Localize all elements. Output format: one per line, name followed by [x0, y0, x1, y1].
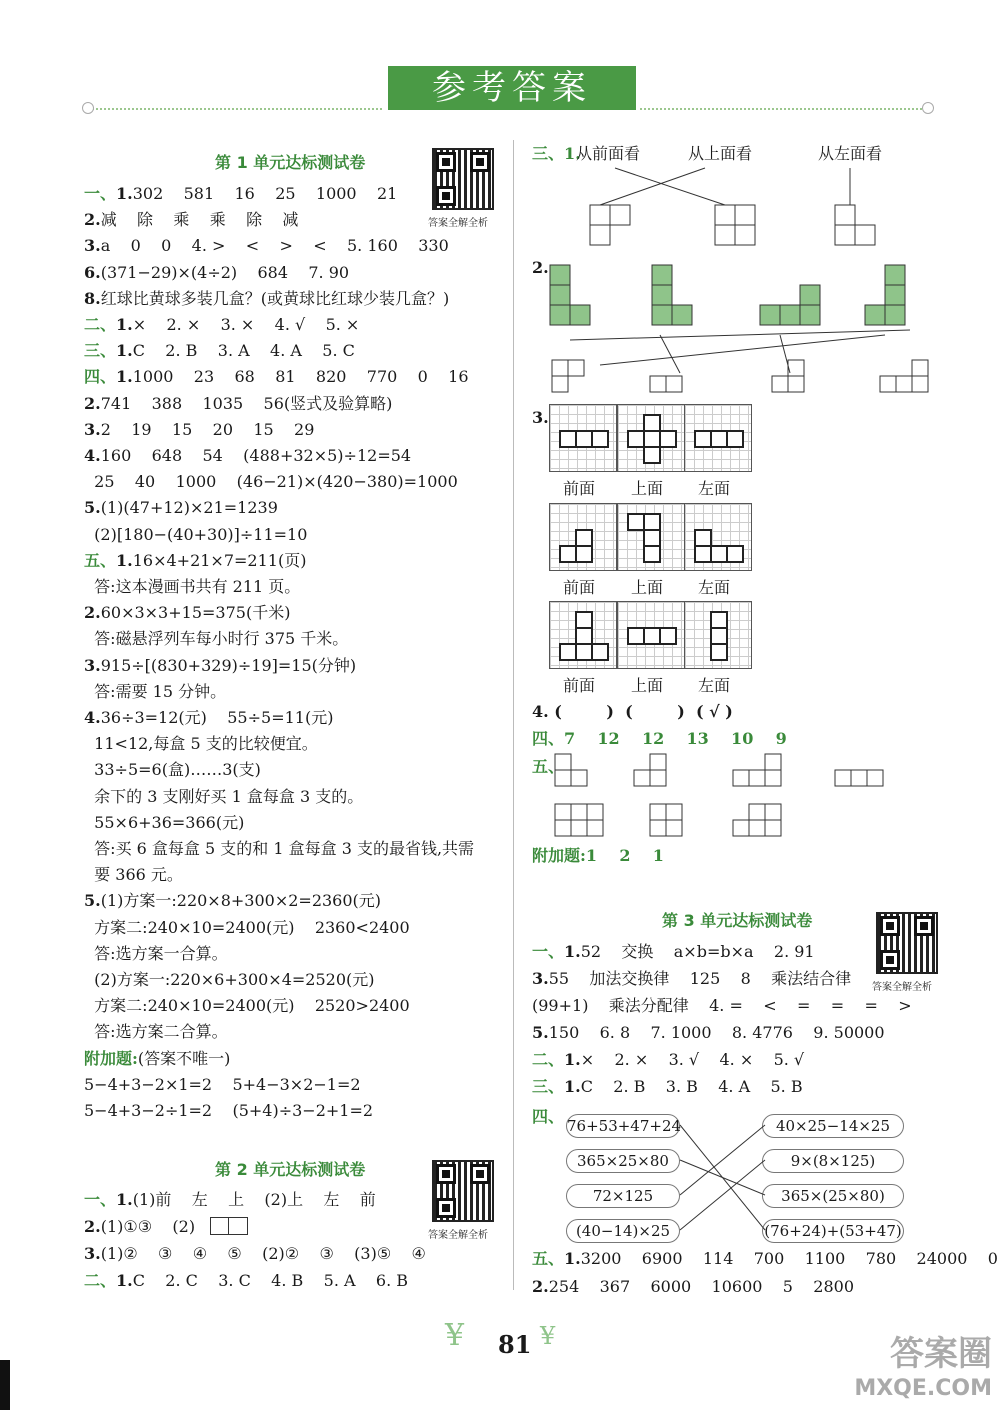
answer-line: 5.150 6. 8 7. 1000 8. 4776 9. 50000: [532, 1023, 885, 1042]
answer-line: 三、1.C 2. B 3. A 4. A 5. C: [84, 341, 355, 361]
watermark-logo: 答案圈: [890, 1334, 992, 1374]
qr-code-unit2: [432, 1160, 494, 1222]
page-title: 参考答案: [388, 66, 636, 110]
answer-line: 5−4+3−2×1=2 5+4−3×2−1=2: [84, 1074, 361, 1094]
qr-caption-unit2: 答案全解全析: [428, 1230, 488, 1241]
expression-right: 9×(8×125): [762, 1149, 904, 1173]
answer-line: 33÷5=6(盒)……3(支): [84, 760, 261, 780]
answer-line: 答:磁悬浮列车每小时行 375 千米。: [84, 629, 349, 649]
view-cell: [643, 446, 661, 464]
answer-line: 答:选方案二合算。: [84, 1022, 228, 1042]
expression-left: 365×25×80: [566, 1149, 680, 1173]
matching-lines-views: [540, 160, 920, 250]
answer-line: 3.55 加法交换律 125 8 乘法结合律: [532, 969, 852, 988]
answer-line: (2)方案一:220×6+300×4=2520(元): [84, 970, 375, 989]
answer-line: 二、1.× 2. × 3. × 4. √ 5. ×: [84, 315, 360, 334]
view-cell: [659, 627, 677, 645]
view-cell: [726, 545, 744, 563]
unit1-title: 第 1 单元达标测试卷: [215, 153, 366, 172]
answer-line: 2.254 367 6000 10600 5 2800: [532, 1277, 855, 1296]
view-caption: 前面: [563, 479, 596, 498]
divider-dot-left: [82, 102, 94, 114]
decor-right-icon: ¥: [540, 1322, 556, 1350]
view-caption: 上面: [631, 578, 664, 597]
view-front-label: 从前面看: [576, 144, 641, 163]
view-caption: 左面: [698, 578, 731, 597]
right-q4: 4. ( ) ( ) ( √ ): [532, 702, 733, 721]
unit3-s4-label: 四、: [532, 1107, 565, 1126]
right-s3-label: 三、1.: [532, 144, 581, 163]
answer-line: 一、1.52 交换 a×b=b×a 2. 91: [532, 942, 815, 961]
answer-line: 3.(1)② ③ ④ ⑤ (2)② ③ (3)⑤ ④: [84, 1244, 426, 1263]
qr-code-unit3: [876, 912, 938, 974]
answer-line: 5.(1)方案一:220×8+300×2=2360(元): [84, 891, 382, 911]
unit3-title: 第 3 单元达标测试卷: [662, 911, 813, 930]
answer-line: 五、1.3200 6900 114 700 1100 780 24000 0: [532, 1249, 998, 1268]
view-caption: 左面: [698, 676, 731, 695]
right-s4: 四、7 12 12 13 10 9: [532, 729, 787, 748]
answer-line: (99+1) 乘法分配律 4. = < = = = >: [532, 996, 912, 1015]
view-caption: 左面: [698, 479, 731, 498]
view-caption: 上面: [631, 676, 664, 695]
right-q3-label: 3.: [532, 408, 549, 427]
divider-left: [92, 108, 382, 110]
answer-line: 3.2 19 15 20 15 29: [84, 419, 315, 439]
view-left-label: 从左面看: [818, 144, 883, 163]
expression-right: (76+24)+(53+47): [762, 1219, 904, 1243]
answer-line: 5.(1)(47+12)×21=1239: [84, 498, 278, 518]
unit2-title: 第 2 单元达标测试卷: [215, 1160, 366, 1179]
view-caption: 前面: [563, 578, 596, 597]
decor-left-icon: ¥: [445, 1318, 465, 1353]
divider-right: [640, 108, 922, 110]
answer-line: 答:买 6 盒每盒 5 支的和 1 盒每盒 3 支的最省钱,共需: [84, 839, 475, 858]
answer-line: 11<12,每盒 5 支的比较便宜。: [84, 734, 318, 754]
answer-line: 3.915÷[(830+329)÷19]=15(分钟): [84, 655, 357, 675]
answer-line: 四、1.1000 23 68 81 820 770 0 16: [84, 367, 469, 387]
answer-line: (2)[180−(40+30)]÷11=10: [84, 524, 308, 544]
view-cell: [643, 545, 661, 563]
cube-figures: [540, 255, 930, 405]
watermark-url: MXQE.COM: [854, 1376, 992, 1401]
answer-line: 方案二:240×10=2400(元) 2360<2400: [84, 917, 410, 937]
view-cell: [726, 430, 744, 448]
answer-line: 2.60×3×3+15=375(千米): [84, 603, 291, 623]
answer-line: 25 40 1000 (46−21)×(420−380)=1000: [84, 472, 458, 492]
answer-line: 2.741 388 1035 56(竖式及验算略): [84, 393, 393, 413]
answer-line: 3.a 0 0 4. > < > < 5. 160 330: [84, 236, 449, 256]
answer-line: 答:这本漫画书共有 211 页。: [84, 577, 301, 596]
answer-box-unit2: [210, 1217, 248, 1235]
view-shapes-s5: [550, 752, 890, 842]
expression-left: 76+53+47+24: [566, 1114, 680, 1138]
answer-line: 一、1.(1)前 左 上 (2)上 左 前: [84, 1190, 376, 1209]
answer-line: 2.(1)①③ (2): [84, 1217, 196, 1236]
answer-line: 5−4+3−2÷1=2 (5+4)÷3−2+1=2: [84, 1101, 374, 1120]
view-caption: 前面: [563, 676, 596, 695]
right-extra: 附加题:1 2 1: [532, 846, 664, 865]
column-divider: [513, 140, 514, 1290]
qr-code-unit1: [432, 148, 494, 210]
answer-line: 答:选方案一合算。: [84, 943, 228, 963]
page-number: 81: [498, 1330, 532, 1359]
edge-bar: [0, 1360, 10, 1410]
answer-line: 一、1.302 581 16 25 1000 21: [84, 184, 398, 203]
qr-caption-unit1: 答案全解全析: [428, 218, 488, 229]
view-cell: [591, 430, 609, 448]
answer-line: 二、1.× 2. × 3. √ 4. × 5. √: [532, 1050, 805, 1069]
expression-left: 72×125: [566, 1184, 680, 1208]
expression-right: 40×25−14×25: [762, 1114, 904, 1138]
expression-right: 365×(25×80): [762, 1184, 904, 1208]
answer-line: 55×6+36=366(元): [84, 812, 245, 832]
view-caption: 上面: [631, 479, 664, 498]
answer-line: 4.36÷3=12(元) 55÷5=11(元): [84, 708, 334, 727]
answer-line: 方案二:240×10=2400(元) 2520>2400: [84, 996, 410, 1016]
right-s5-label: 五、: [532, 757, 565, 776]
view-cell: [575, 545, 593, 563]
answer-line: 2.减 除 乘 乘 除 减: [84, 210, 299, 230]
answer-line: 答:需要 15 分钟。: [84, 681, 227, 701]
answer-line: 附加题:(答案不唯一): [84, 1048, 231, 1068]
qr-caption-unit3: 答案全解全析: [872, 982, 932, 993]
right-q2-label: 2.: [532, 258, 549, 277]
expression-left: (40−14)×25: [566, 1219, 680, 1243]
answer-line: 6.(371−29)×(4÷2) 684 7. 90: [84, 262, 350, 282]
answer-line: 三、1.C 2. B 3. B 4. A 5. B: [532, 1077, 803, 1096]
answer-line: 五、1.16×4+21×7=211(页): [84, 550, 307, 570]
answer-line: 要 366 元。: [84, 865, 183, 885]
view-cell: [591, 643, 609, 661]
view-cell: [659, 430, 677, 448]
answer-line: 4.160 648 54 (488+32×5)÷12=54: [84, 446, 412, 465]
divider-dot-right: [922, 102, 934, 114]
answer-line: 二、1.C 2. C 3. C 4. B 5. A 6. B: [84, 1271, 408, 1290]
view-cell: [710, 643, 728, 661]
answer-line: 8.红球比黄球多装几盒？(或黄球比红球少装几盒？): [84, 288, 450, 308]
answer-line: 余下的 3 支刚好买 1 盒每盒 3 支的。: [84, 786, 364, 806]
expression-matching-lines: [670, 1110, 780, 1240]
view-top-label: 从上面看: [688, 144, 753, 163]
